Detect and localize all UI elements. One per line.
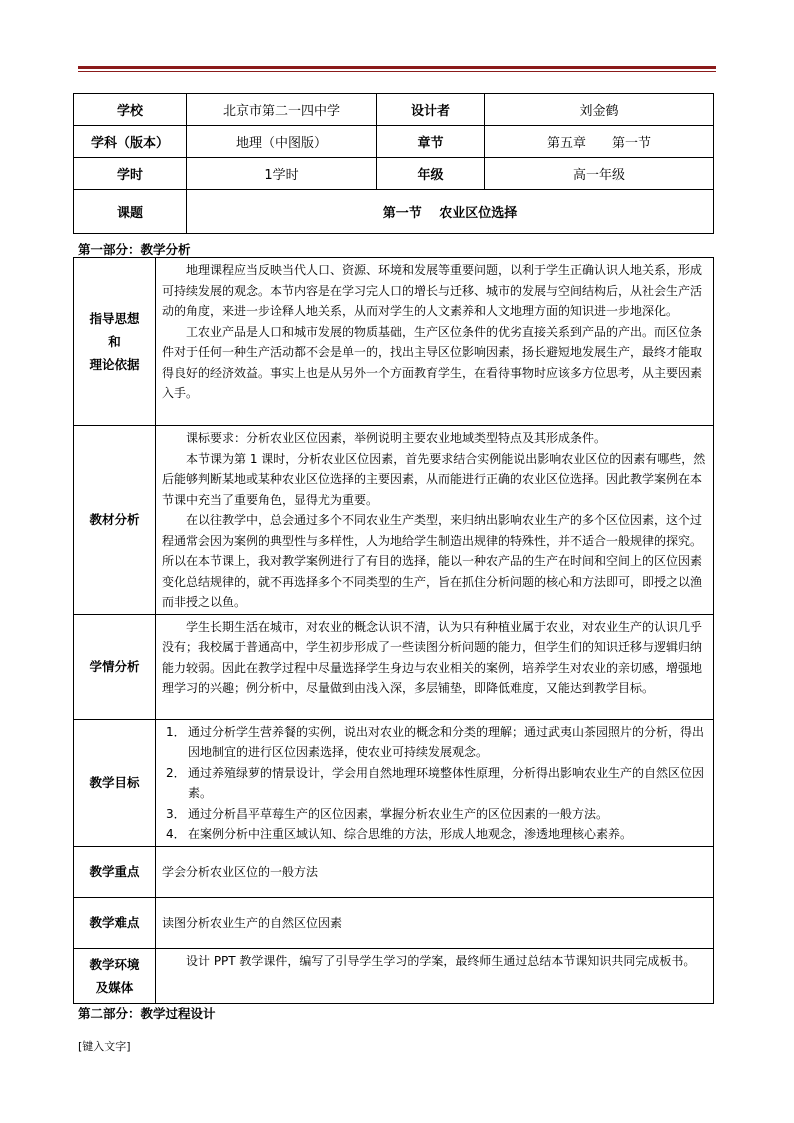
- grade-value: 高一年级: [485, 158, 714, 190]
- students-label: 学情分析: [74, 614, 156, 719]
- goals-list: [162, 722, 707, 845]
- table-row: [74, 948, 714, 1003]
- subject-label: 学科（版本）: [74, 126, 187, 158]
- table-row: [74, 897, 714, 948]
- goal-number: 1．: [166, 724, 186, 739]
- chapter-value: 第五章 第一节: [485, 126, 714, 158]
- guiding-label-line1: 指导思想: [89, 311, 140, 326]
- goals-content: [156, 719, 714, 846]
- textbook-paragraph-2: 本节课为第 1 课时，分析农业区位因素，首先要求结合实例能说出影响农业区位的因素有哪些，然后能够判断某地或某种农业区位选择的主要因素，从而能进行正确的农业区位选择。因此教学案例在本节课中充当了重要角色，显得尤为重要。: [162, 451, 706, 507]
- goals-label: 教学目标: [74, 719, 156, 846]
- goal-number: 3．: [166, 806, 186, 821]
- students-content: [156, 614, 714, 719]
- table-row: [74, 614, 714, 719]
- goal-text: 通过养殖绿萝的情景设计，学会用自然地理环境整体性原理，分析得出影响农业生产的自然区位因素。: [188, 765, 705, 800]
- environment-label-line2: 及媒体: [95, 979, 134, 995]
- table-row: [74, 94, 714, 126]
- textbook-content: [156, 426, 714, 615]
- table-row: [74, 190, 714, 234]
- table-row: [74, 258, 714, 426]
- goal-number: 2．: [166, 765, 186, 780]
- school-value: 北京市第二一四中学: [187, 94, 377, 126]
- designer-label: 设计者: [377, 94, 485, 126]
- guiding-paragraph-1: 地理课程应当反映当代人口、资源、环境和发展等重要问题，以利于学生正确认识人地关系，形成可持续发展的观念。本节内容是在学习完人口的增长与迁移、城市的发展与空间结构后，从社会生产活动的角度，来进一步诠释人地关系，从而对学生的人文素养和人文地理方面的知识进一步地深化。: [162, 263, 703, 318]
- chapter-label: 章节: [377, 126, 485, 158]
- part2-title: 第二部分：教学过程设计: [78, 1006, 216, 1021]
- guiding-label-line3: 理论依据: [89, 357, 140, 372]
- guiding-label-line2: 和: [108, 334, 121, 349]
- topic-value: 第一节 农业区位选择: [187, 190, 714, 234]
- environment-content: [156, 948, 714, 1003]
- list-item: [166, 722, 707, 763]
- list-item: [166, 804, 707, 825]
- grade-label: 年级: [377, 158, 485, 190]
- textbook-label: 教材分析: [74, 426, 156, 615]
- goal-text: 通过分析学生营养餐的实例，说出对农业的概念和分类的理解；通过武夷山茶园照片的分析，得出因地制宜的进行区位因素选择，使农业可持续发展观念。: [188, 724, 705, 759]
- environment-paragraph: 设计 PPT 教学课件，编写了引导学生学习的学案，最终师生通过总结本节课知识共同完成板书。: [186, 953, 696, 968]
- table-row: [74, 846, 714, 897]
- table-row: [74, 719, 714, 846]
- list-item: [166, 824, 707, 845]
- school-label: 学校: [74, 94, 187, 126]
- teaching-analysis-table: [73, 257, 714, 1004]
- hours-value: 1学时: [187, 158, 377, 190]
- difficulty-label: 教学难点: [74, 897, 156, 948]
- guiding-paragraph-2: 工农业产品是人口和城市发展的物质基础，生产区位条件的优劣直接关系到产品的产出。而区位条件对于任何一种生产活动都不会是单一的，找出主导区位影响因素，扬长避短地发展生产，最终才能取得良好的经济效益。事实上也是从另外一个方面教育学生，在看待事物时应该多方位思考，从主要因素入手。: [162, 324, 703, 400]
- header-rule-thin: [78, 71, 716, 72]
- textbook-paragraph-1: 课标要求：分析农业区位因素，举例说明主要农业地域类型特点及其形成条件。: [186, 431, 607, 445]
- topic-label: 课题: [74, 190, 187, 234]
- students-paragraph: 学生长期生活在城市，对农业的概念认识不清，认为只有种植业属于农业，对农业生产的认识几乎没有；我校属于普通高中，学生初步形成了一些读图分析问题的能力，但学生们的知识迁移与逻辑归纳能力较弱。因此在教学过程中尽量选择学生身边与农业相关的案例，培养学生对农业的亲切感，增强地理学习的兴趣；例分析中，尽量做到由浅入深，多层铺垫，即降低难度，又能达到教学目标。: [162, 619, 703, 695]
- guiding-label: [74, 258, 156, 426]
- guiding-content: [156, 258, 714, 426]
- basic-info-table: [73, 93, 714, 234]
- table-row: [74, 158, 714, 190]
- environment-label: [74, 948, 156, 1003]
- goal-text: 在案例分析中注重区域认知、综合思维的方法，形成人地观念，渗透地理核心素养。: [188, 827, 633, 841]
- subject-value: 地理（中图版）: [187, 126, 377, 158]
- table-row: [74, 126, 714, 158]
- goal-text: 通过分析昌平草莓生产的区位因素，掌握分析农业生产的区位因素的一般方法。: [188, 806, 609, 821]
- list-item: [166, 763, 707, 804]
- designer-value: 刘金鹤: [485, 94, 714, 126]
- hours-label: 学时: [74, 158, 187, 190]
- textbook-paragraph-3: 在以往教学中，总会通过多个不同农业生产类型，来归纳出影响农业生产的多个区位因素，这个过程通常会因为案例的典型性与多样性，人为地给学生制造出规律的特殊性，并不适合一般规律的探究。所以在本节课上，我对教学案例进行了有目的选择，能以一种农产品的生产在时间和空间上的区位因素变化总结规律的，就不再选择多个不同类型的生产，旨在抓住分析问题的核心和方法即可，即授之以渔而非授之以鱼。: [162, 513, 703, 609]
- environment-label-line1: 教学环境: [89, 956, 140, 972]
- footer-placeholder: [键入文字]: [78, 1040, 131, 1053]
- goal-number: 4．: [166, 827, 186, 841]
- part1-title: 第一部分：教学分析: [78, 242, 191, 257]
- key-point-content: 学会分析农业区位的一般方法: [156, 846, 714, 897]
- difficulty-content: 读图分析农业生产的自然区位因素: [156, 897, 714, 948]
- key-point-label: 教学重点: [74, 846, 156, 897]
- header-rule-thick: [78, 66, 716, 69]
- table-row: [74, 426, 714, 615]
